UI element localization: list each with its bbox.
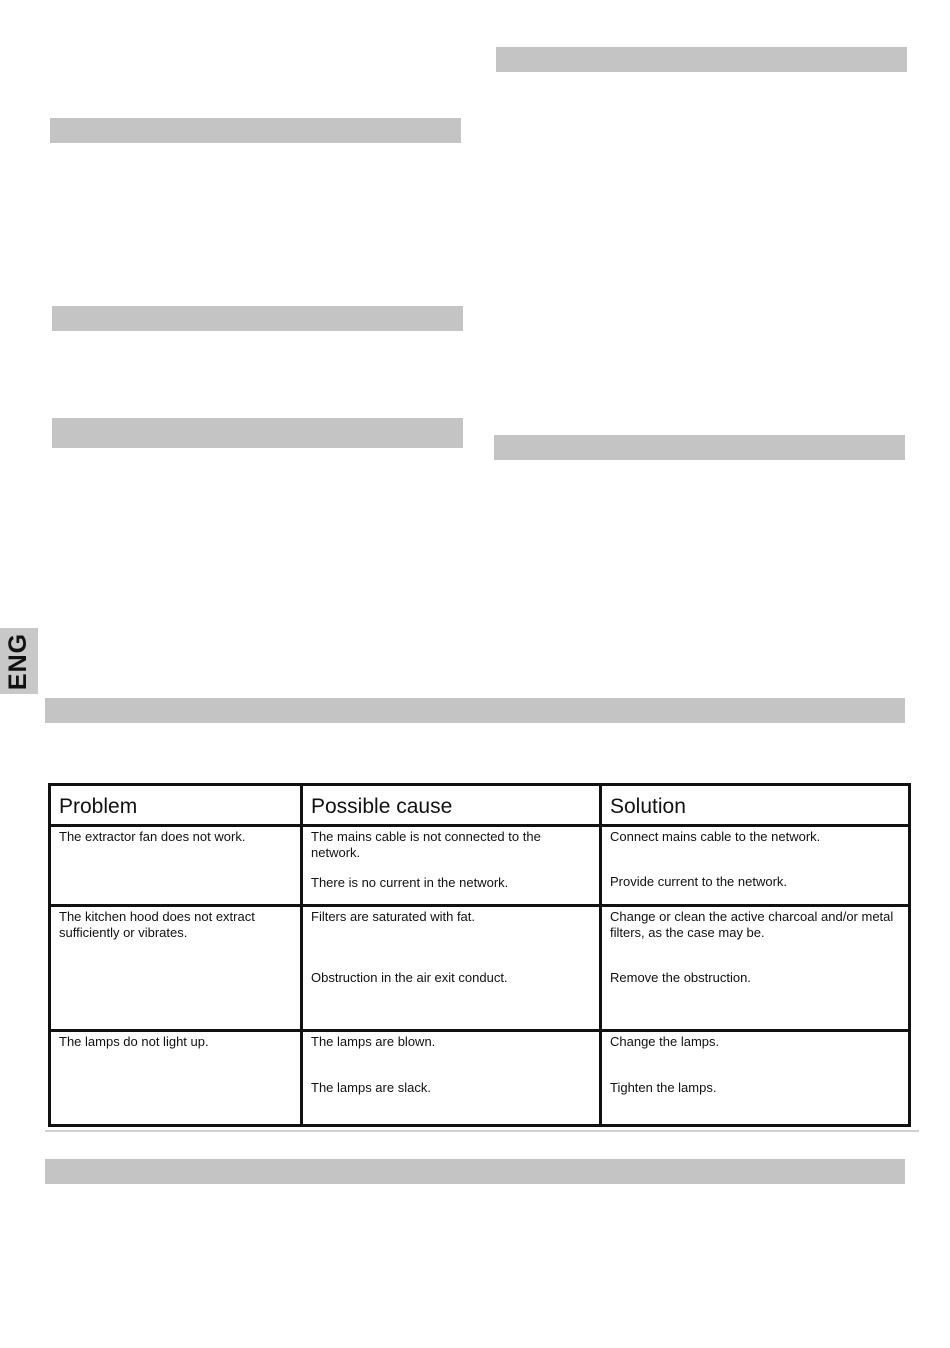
solution-text: Connect mains cable to the network.: [610, 829, 821, 844]
language-label: ENG: [4, 632, 33, 690]
solution-cell: [601, 1031, 910, 1126]
header-problem: Problem: [50, 785, 302, 826]
problem-text: The kitchen hood does not extract sufficiently or vibrates.: [59, 909, 255, 940]
language-tab: [0, 628, 38, 694]
section-bar-left-1: [50, 118, 461, 143]
header-solution: Solution: [601, 785, 910, 826]
problem-cell: [50, 826, 302, 906]
table-row: [50, 1031, 910, 1126]
problem-cell: [50, 906, 302, 1031]
solution-text: Change the lamps.: [610, 1034, 720, 1049]
frame-edge-bottom: [45, 1130, 919, 1132]
problem-text: The lamps do not light up.: [59, 1034, 209, 1049]
section-bar-troubleshooting: [45, 698, 905, 723]
solution-text: Remove the obstruction.: [610, 970, 751, 985]
section-bar-right-top: [496, 47, 907, 72]
header-possible-cause: Possible cause: [302, 785, 601, 826]
section-bar-left-3: [52, 418, 463, 448]
cause-text: The lamps are slack.: [311, 1080, 431, 1095]
solution-cell: [601, 906, 910, 1031]
cause-text: Obstruction in the air exit conduct.: [311, 970, 508, 985]
troubleshooting-table: [48, 783, 911, 1127]
troubleshooting-table-frame: [45, 780, 919, 1152]
cause-cell: [302, 826, 601, 906]
table-row: [50, 826, 910, 906]
problem-cell: [50, 1031, 302, 1126]
cause-cell: [302, 1031, 601, 1126]
solution-text: Provide current to the network.: [610, 874, 788, 889]
table-header-row: [50, 785, 910, 826]
table-row: [50, 906, 910, 1031]
section-bar-right-2: [494, 435, 905, 460]
cause-text: There is no current in the network.: [311, 875, 509, 890]
cause-cell: [302, 906, 601, 1031]
section-bar-left-2: [52, 306, 463, 331]
section-bar-bottom: [45, 1159, 905, 1184]
solution-text: Change or clean the active charcoal and/or metal filters, as the case may be.: [610, 909, 894, 940]
solution-cell: [601, 826, 910, 906]
cause-text: Filters are saturated with fat.: [311, 909, 476, 924]
solution-text: Tighten the lamps.: [610, 1080, 717, 1095]
problem-text: The extractor fan does not work.: [59, 829, 246, 844]
cause-text: The lamps are blown.: [311, 1034, 436, 1049]
cause-text: The mains cable is not connected to the network.: [311, 829, 541, 860]
